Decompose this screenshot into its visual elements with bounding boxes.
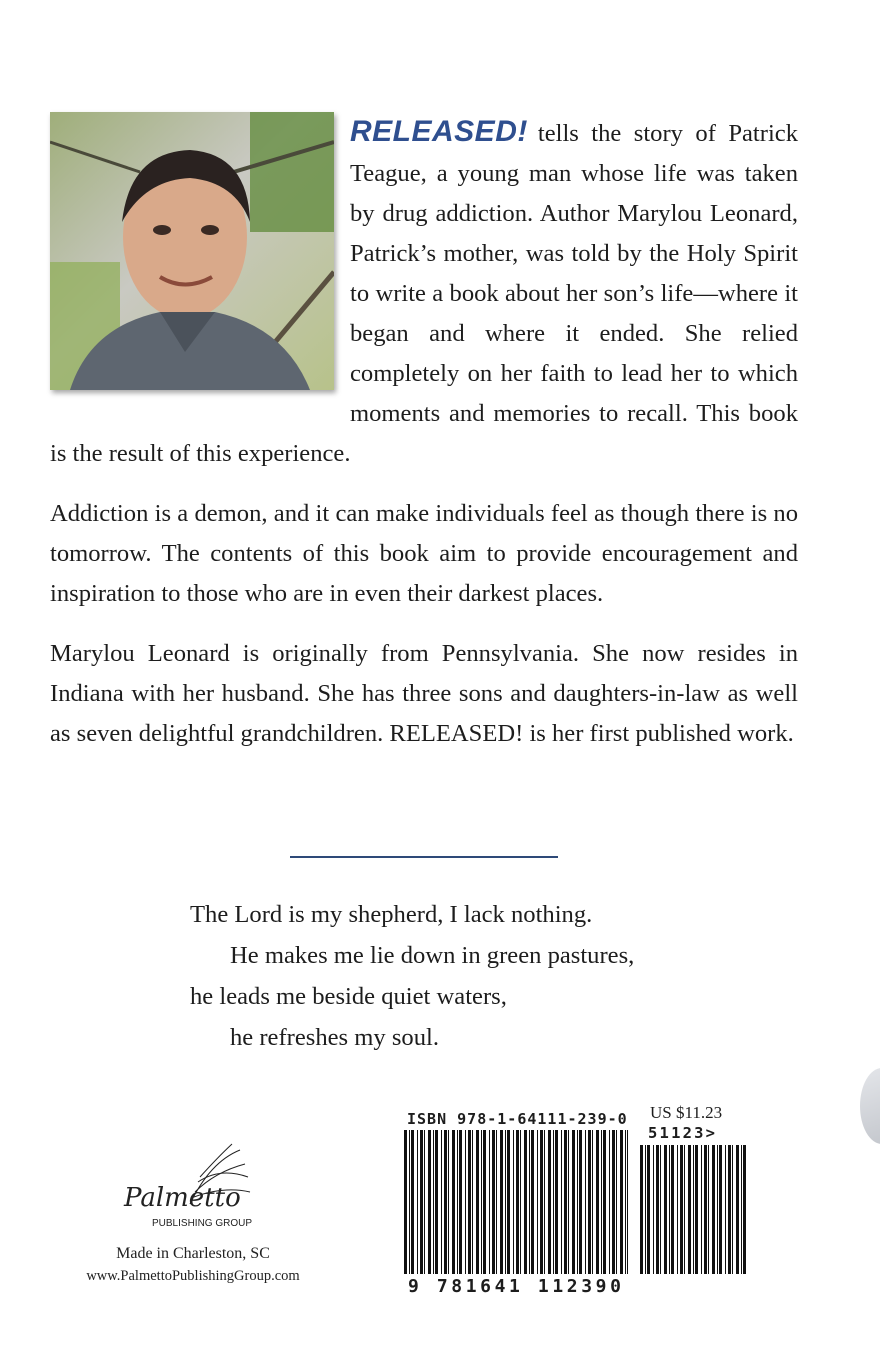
logo-subtext: PUBLISHING GROUP — [152, 1218, 253, 1229]
barcode-bar — [708, 1145, 709, 1274]
barcode-bar — [420, 1130, 423, 1274]
barcode-bar — [481, 1130, 482, 1274]
barcode-bar — [616, 1130, 617, 1274]
intro-text: tells the story of Patrick Teague, a young man whose life was taken by drug addiction. Author Marylou Leonard, Patrick’s mother, was told by the Holy Spirit to write a book about her son’s life—where it began and where it ended. She relied completely on her faith to lead her to which moments and memories to recall. This book is the result of this experience. — [50, 120, 798, 467]
barcode-bar — [544, 1130, 545, 1274]
barcode-bar — [741, 1145, 742, 1274]
barcode-bar — [472, 1130, 473, 1274]
barcode-bar — [601, 1130, 602, 1274]
section-divider — [290, 856, 558, 858]
barcode-bar — [645, 1145, 646, 1274]
barcode-bar — [483, 1130, 486, 1274]
addiction-paragraph: Addiction is a demon, and it can make individuals feel as though there is no tomorrow. The contents of this book aim to provide encouragement and inspiration to those who are in even their darkest places. — [50, 500, 798, 607]
publisher-location: Made in Charleston, SC — [116, 1245, 270, 1262]
barcode-bar — [603, 1130, 606, 1274]
barcode-bar — [701, 1145, 702, 1274]
barcode-bar — [435, 1130, 438, 1274]
barcode-bar — [441, 1130, 442, 1274]
book-description — [50, 112, 798, 774]
barcode-bar — [428, 1130, 431, 1274]
barcode-bar — [496, 1130, 497, 1274]
barcode-bar — [728, 1145, 731, 1274]
barcode-bar — [452, 1130, 455, 1274]
barcode-bar — [505, 1130, 506, 1274]
price-code: 51123> — [648, 1124, 718, 1142]
barcode-bar — [627, 1130, 628, 1274]
barcode-bar — [409, 1130, 410, 1274]
palmetto-logo — [120, 1142, 260, 1238]
barcode-bar — [684, 1145, 685, 1274]
book-title: RELEASED! — [350, 115, 528, 148]
barcode-bar — [417, 1130, 418, 1274]
barcode-bar — [540, 1130, 543, 1274]
barcode-bar — [500, 1130, 503, 1274]
psalm-verse — [190, 894, 634, 1058]
barcode-bar — [592, 1130, 593, 1274]
isbn-label: ISBN 978-1-64111-239-0 — [407, 1110, 628, 1128]
barcode-bar — [529, 1130, 530, 1274]
barcode-bar — [695, 1145, 698, 1274]
barcode-bar — [524, 1130, 527, 1274]
barcode-bar — [736, 1145, 739, 1274]
barcode-bar — [404, 1130, 407, 1274]
barcode-bar — [457, 1130, 458, 1274]
barcode-bar — [671, 1145, 674, 1274]
barcode-bar — [520, 1130, 521, 1274]
barcode-bar — [468, 1130, 471, 1274]
photo-spacer — [50, 112, 350, 402]
barcode-bar — [548, 1130, 551, 1274]
barcode-digits: 9 781641 112390 — [408, 1276, 625, 1297]
barcode-bar — [596, 1130, 599, 1274]
barcode-bar — [647, 1145, 650, 1274]
barcode-bar — [585, 1130, 586, 1274]
barcode-bar — [625, 1130, 626, 1274]
psalm-line: he refreshes my soul. — [230, 1024, 439, 1051]
barcode-bar — [588, 1130, 591, 1274]
barcode-bar — [743, 1145, 746, 1274]
barcode-bar — [531, 1130, 534, 1274]
barcode-bar — [489, 1130, 490, 1274]
barcode-bar — [660, 1145, 661, 1274]
psalm-line: He makes me lie down in green pastures, — [230, 942, 635, 969]
isbn-barcode — [404, 1130, 628, 1274]
barcode-bar — [680, 1145, 683, 1274]
barcode-bar — [568, 1130, 569, 1274]
barcode-bar — [465, 1130, 466, 1274]
logo-wordmark: Palmetto — [124, 1183, 241, 1213]
barcode-bar — [664, 1145, 667, 1274]
barcode-bar — [609, 1130, 610, 1274]
barcode-bar — [561, 1130, 562, 1274]
barcode-bar — [712, 1145, 715, 1274]
barcode-bar — [656, 1145, 659, 1274]
barcode-bar — [579, 1130, 582, 1274]
barcode-bar — [555, 1130, 558, 1274]
page-edge — [860, 1068, 880, 1144]
barcode-bar — [564, 1130, 567, 1274]
barcode-bar — [732, 1145, 733, 1274]
barcode-bar — [677, 1145, 678, 1274]
barcode-bar — [411, 1130, 414, 1274]
barcode-bar — [448, 1130, 449, 1274]
barcode-bar — [516, 1130, 519, 1274]
publisher-website: www.PalmettoPublishingGroup.com — [86, 1268, 300, 1284]
price-barcode — [640, 1145, 748, 1274]
barcode-bar — [572, 1130, 575, 1274]
price-label: US $11.23 — [650, 1103, 723, 1122]
barcode-bar — [459, 1130, 462, 1274]
barcode-bar — [433, 1130, 434, 1274]
barcode-bar — [640, 1145, 643, 1274]
barcode-bar — [653, 1145, 654, 1274]
psalm-line: The Lord is my shepherd, I lack nothing. — [190, 901, 593, 928]
barcode-bar — [669, 1145, 670, 1274]
barcode-bar — [688, 1145, 691, 1274]
barcode-bar — [476, 1130, 479, 1274]
psalm-line: he leads me beside quiet waters, — [190, 983, 507, 1010]
barcode-bar — [717, 1145, 718, 1274]
barcode-bar — [725, 1145, 726, 1274]
barcode-bar — [492, 1130, 495, 1274]
barcode-bar — [693, 1145, 694, 1274]
publisher-imprint — [60, 1243, 326, 1287]
barcode-bar — [424, 1130, 425, 1274]
barcode-bar — [513, 1130, 514, 1274]
author-bio-paragraph: Marylou Leonard is originally from Pennsylvania. She now resides in Indiana with her husband. She has three sons and daughters-in-law as well as seven delightful grandchildren. RELEASED! is her first published work. — [50, 640, 798, 747]
barcode-bar — [577, 1130, 578, 1274]
barcode-bar — [507, 1130, 510, 1274]
barcode-bar — [704, 1145, 707, 1274]
barcode-bar — [612, 1130, 615, 1274]
barcode-bar — [537, 1130, 538, 1274]
barcode-bar — [444, 1130, 447, 1274]
barcode-bar — [719, 1145, 722, 1274]
barcode-bar — [620, 1130, 623, 1274]
barcode-bar — [553, 1130, 554, 1274]
